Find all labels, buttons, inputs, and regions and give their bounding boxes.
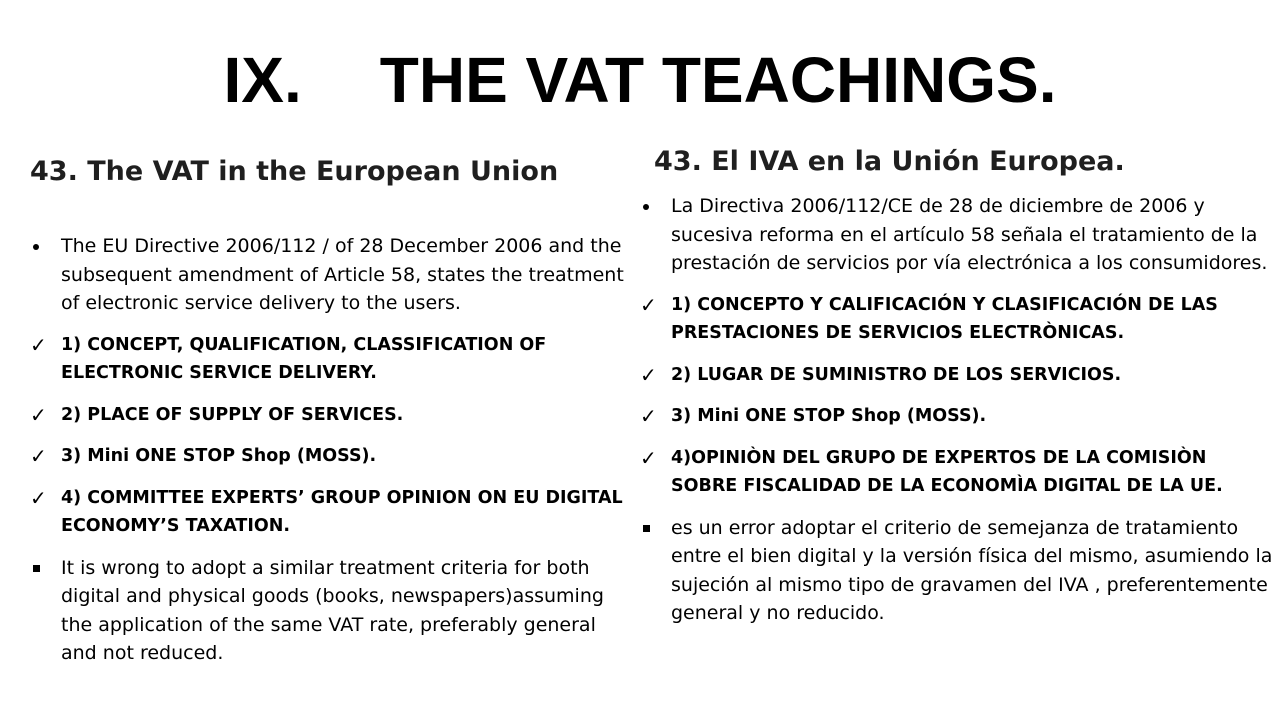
- spanish-item-5: [640, 514, 1276, 628]
- spanish-item-text: 1) CONCEPTO Y CALIFICACIÓN Y CLASIFICACIÓN DE LAS PRESTACIONES DE SERVICIOS ELECTRÒNICAS.: [671, 294, 1218, 343]
- english-column: [30, 152, 630, 681]
- english-item-2: [30, 401, 630, 430]
- spanish-item-3: [640, 402, 1276, 431]
- english-item-text: 4) COMMITTEE EXPERTS’ GROUP OPINION ON EU DIGITAL ECONOMY’S TAXATION.: [61, 487, 623, 536]
- spanish-item-text: 2) LUGAR DE SUMINISTRO DE LOS SERVICIOS.: [671, 364, 1122, 385]
- english-item-text: 3) Mini ONE STOP Shop (MOSS).: [61, 446, 377, 466]
- spanish-item-0: [640, 192, 1276, 278]
- english-item-text: 1) CONCEPT, QUALIFICATION, CLASSIFICATION OF ELECTRONIC SERVICE DELIVERY.: [61, 334, 547, 383]
- spanish-column: [640, 142, 1276, 641]
- english-heading: 43. The VAT in the European Union: [30, 156, 559, 187]
- spanish-item-text: es un error adoptar el criterio de semejanza de tratamiento entre el bien digital y la versión física del mismo, asumiendo la sujeción al mismo tipo de gravamen del IVA , preferentemente general y no reducido.: [671, 516, 1273, 624]
- english-item-text: The EU Directive 2006/112 / of 28 December 2006 and the subsequent amendment of Article 58, states the treatment of electronic service delivery to the users.: [61, 235, 624, 314]
- spanish-item-1: [640, 291, 1276, 348]
- spanish-item-text: 4)OPINIÒN DEL GRUPO DE EXPERTOS DE LA COMISIÒN SOBRE FISCALIDAD DE LA ECONOMÌA DIGITAL DE LA UE.: [671, 447, 1223, 496]
- english-item-5: [30, 554, 630, 668]
- english-list: [30, 232, 630, 668]
- english-item-0: [30, 232, 630, 318]
- title-text: THE VAT TEACHINGS.: [379, 44, 1057, 116]
- english-item-text: 2) PLACE OF SUPPLY OF SERVICES.: [61, 404, 404, 425]
- spanish-list: [640, 192, 1276, 628]
- spanish-item-4: [640, 444, 1276, 501]
- spanish-item-2: [640, 361, 1276, 390]
- english-item-4: [30, 484, 630, 541]
- spanish-item-text: La Directiva 2006/112/CE de 28 de diciembre de 2006 y sucesiva reforma en el artículo 58 señala el tratamiento de la prestación de servicios por vía electrónica a los consumidores.: [671, 195, 1268, 274]
- title-number: IX.: [223, 44, 302, 116]
- slide-title: [0, 40, 1280, 120]
- spanish-heading: 43. El IVA en la Unión Europea.: [654, 146, 1125, 177]
- english-item-3: [30, 442, 630, 471]
- english-item-1: [30, 331, 630, 388]
- spanish-item-text: 3) Mini ONE STOP Shop (MOSS).: [671, 406, 987, 426]
- english-item-text: It is wrong to adopt a similar treatment criteria for both digital and physical goods (books, newspapers)assuming the application of the same VAT rate, preferably general and not reduced.: [61, 556, 604, 664]
